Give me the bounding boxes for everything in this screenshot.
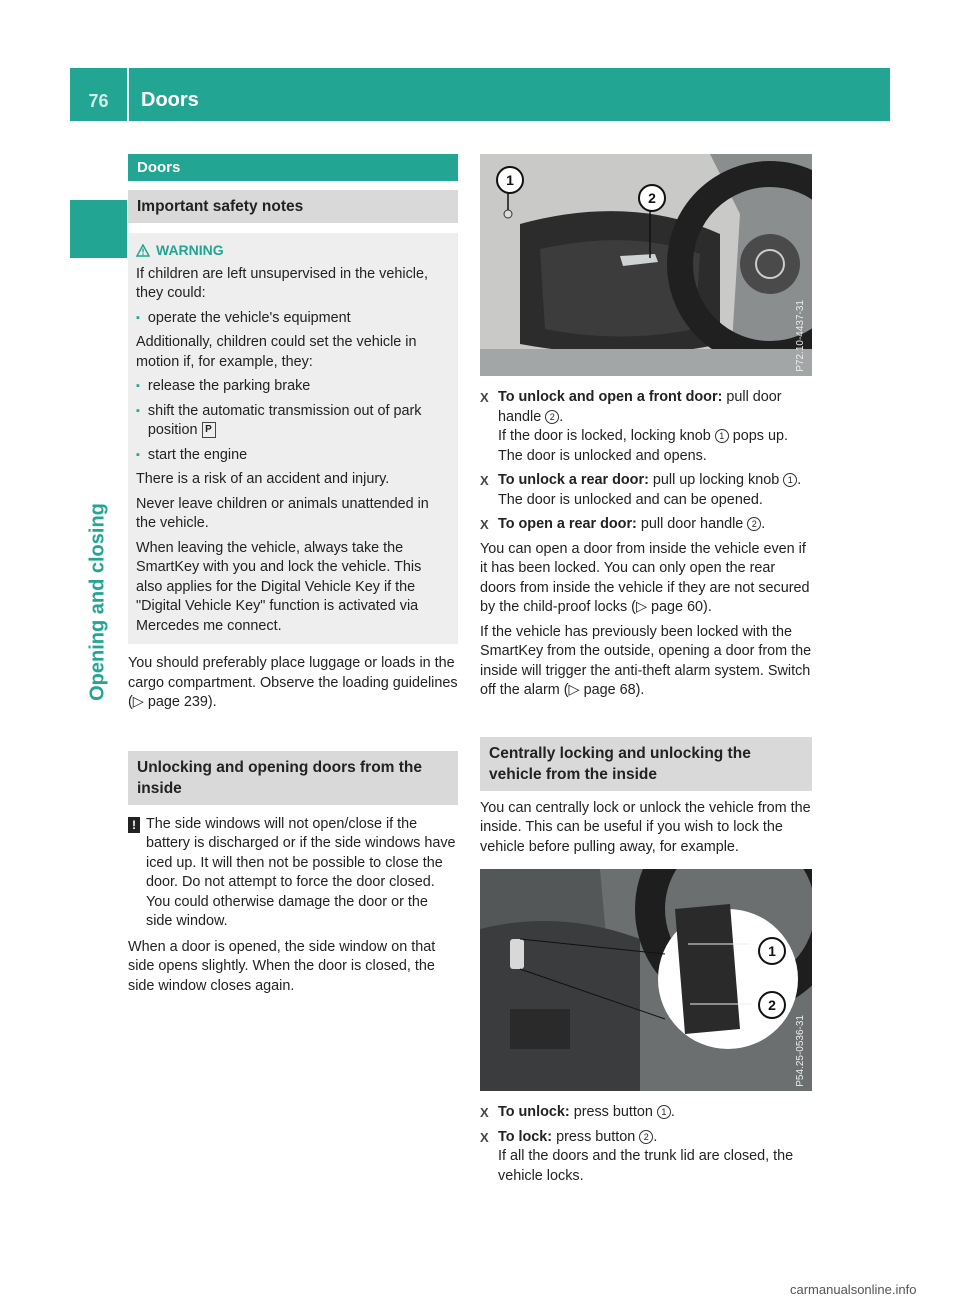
subsection-heading: Unlocking and opening doors from the inside <box>128 751 458 805</box>
warning-text: When leaving the vehicle, always take the SmartKey with you and lock the vehicle. This also applies for the Digital Vehicle Key if the "Digital Vehicle Key" function is activated via Mercedes me connect. <box>136 539 422 634</box>
body-text: You can centrally lock or unlock the vehicle from the inside. This can be useful if you wish to lock the vehicle before pulling away, for example. <box>480 799 811 855</box>
bullet-icon: ▪ <box>136 404 140 417</box>
instruction-step: X To lock: press button 2 . If all the doors and the trunk lid are closed, the vehicle locks. <box>480 1128 812 1187</box>
subsection-heading: Important safety notes <box>128 190 458 223</box>
callout-1: 1 <box>496 166 524 194</box>
warning-label: WARNING <box>156 242 224 258</box>
callout-ref: 2 <box>639 1130 653 1144</box>
right-column <box>480 154 812 1191</box>
bullet-icon: ▪ <box>136 380 140 392</box>
instruction-step: X To open a rear door: pull door handle 2 . <box>480 515 812 535</box>
callout-2: 2 <box>638 184 666 212</box>
body-text: You should preferably place luggage or loads in the cargo compartment. Observe the loading guidelines (▷ page 239). <box>128 655 458 710</box>
step-arrow-icon: X <box>480 517 489 532</box>
step-arrow-icon: X <box>480 390 489 405</box>
body-text: If the vehicle has previously been locked with the SmartKey from the outside, opening a door from the inside will trigger the anti-theft alarm system. Switch off the alarm (▷ page 68). <box>480 623 812 698</box>
warning-header <box>136 241 450 261</box>
header-divider <box>127 68 129 121</box>
figure-code: P72.10-4437-31 <box>794 300 806 372</box>
note-text: The side windows will not open/close if the battery is discharged or if the side windows have iced up. It will then not be possible to close the door. Do not attempt to force the door closed. You could otherwise damage the door or the side window. <box>146 815 456 929</box>
callout-ref: 2 <box>545 410 559 424</box>
callout-1: 1 <box>758 937 786 965</box>
warning-text: If children are left unsupervised in the vehicle, they could: <box>136 265 428 301</box>
callout-ref: 2 <box>747 517 761 531</box>
instruction-step: X To unlock and open a front door: pull door handle 2 . If the door is locked, locking knob 1 pops up. The door is unlocked and opens. <box>480 388 812 466</box>
instruction-step: X To unlock a rear door: pull up locking knob 1 . The door is unlocked and can be opened. <box>480 471 812 510</box>
warning-triangle-icon <box>136 244 150 257</box>
warning-text: Additionally, children could set the vehicle in motion if, for example, they: <box>136 334 417 370</box>
list-item: ▪ start the engine <box>136 446 450 466</box>
side-tab-marker <box>70 200 127 258</box>
exclamation-icon: ! <box>128 817 140 833</box>
left-column <box>128 154 458 1001</box>
list-item: ▪ shift the automatic transmission out of park position P <box>136 402 450 441</box>
bullet-icon: ▪ <box>136 448 140 461</box>
callout-2: 2 <box>758 991 786 1019</box>
page-title: Doors <box>141 89 199 111</box>
warning-text: There is a risk of an accident and injury. <box>136 471 390 487</box>
body-text: When a door is opened, the side window on that side opens slightly. When the door is closed, the side window closes again. <box>128 938 436 994</box>
step-arrow-icon: X <box>480 473 489 488</box>
warning-box <box>128 233 458 644</box>
callout-ref: 1 <box>715 429 729 443</box>
footer-url: carmanualsonline.info <box>790 1282 917 1297</box>
callout-ref: 1 <box>657 1105 671 1119</box>
figure-code: P54.25-0536-31 <box>794 1015 806 1087</box>
door-handle-figure <box>480 154 812 376</box>
note-block <box>128 815 458 932</box>
lock-switch-illustration <box>480 869 812 1091</box>
instruction-step: X To unlock: press button 1 . <box>480 1103 812 1123</box>
page-number: 76 <box>88 91 109 111</box>
body-text: You can open a door from inside the vehicle even if it has been locked. You can only open the rear doors from inside the vehicle if they are not secured by the child-proof locks (▷ page 60). <box>480 540 810 615</box>
lock-button-figure <box>480 869 812 1091</box>
warning-text: Never leave children or animals unattended in the vehicle. <box>136 495 429 531</box>
bullet-icon: ▪ <box>136 311 140 324</box>
side-chapter-label: Opening and closing <box>86 503 109 701</box>
step-arrow-icon: X <box>480 1129 489 1145</box>
subsection-heading: Centrally locking and unlocking the vehicle from the inside <box>480 737 812 791</box>
list-item: ▪ operate the vehicle's equipment <box>136 309 450 329</box>
list-item: ▪ release the parking brake <box>136 377 450 397</box>
park-position-icon: P <box>202 422 216 438</box>
callout-ref: 1 <box>783 473 797 487</box>
step-arrow-icon: X <box>480 1105 489 1120</box>
section-heading: Doors <box>128 154 458 181</box>
